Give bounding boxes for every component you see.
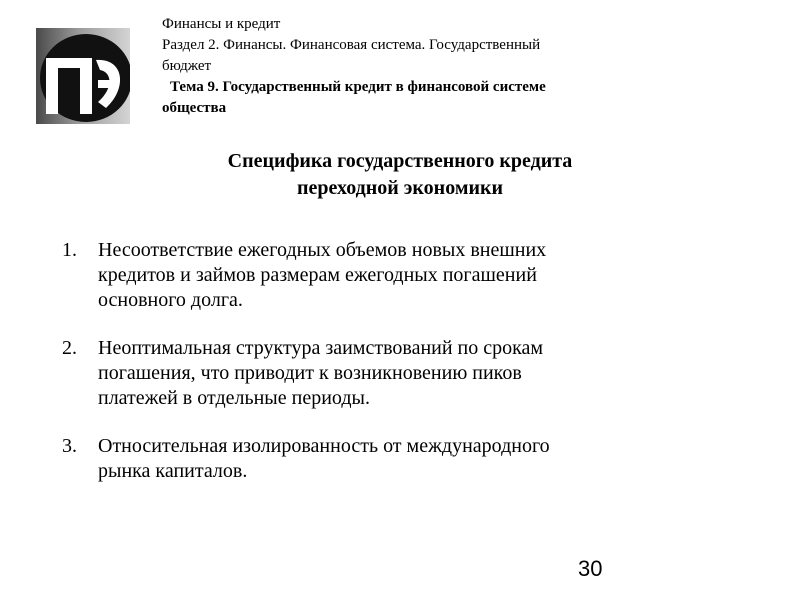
slide-title-line2: переходной экономики [296, 177, 504, 199]
topic-name-line1: Тема 9. Государственный кредит в финансовой системе [170, 79, 546, 95]
topic-name-line2: общества [162, 100, 227, 116]
list-item-number: 1. [62, 239, 77, 261]
list-item-text-line: Несоответствие ежегодных объемов новых внешних [98, 239, 547, 261]
list-item [60, 434, 740, 484]
pg-logo-icon [36, 28, 130, 124]
course-name: Финансы и кредит [162, 16, 281, 32]
numbered-list [60, 238, 740, 507]
slide-title [100, 148, 700, 202]
slide-header [162, 14, 762, 119]
list-item-text-line: основного долга. [98, 289, 243, 311]
slide-title-line1: Специфика государственного кредита [227, 150, 573, 172]
list-item-text-line: кредитов и займов размерам ежегодных погашений [98, 264, 537, 286]
list-item-text-line: Неоптимальная структура заимствований по срокам [98, 337, 544, 359]
list-item [60, 336, 740, 411]
list-item-text-line: погашения, что приводит к возникновению пиков [98, 362, 522, 384]
section-name-line1: Раздел 2. Финансы. Финансовая система. Государственный [162, 37, 541, 53]
list-item [60, 238, 740, 313]
list-item-text-line: рынка капиталов. [98, 460, 248, 482]
list-item-number: 2. [62, 337, 77, 359]
list-item-text-line: Относительная изолированность от международного [98, 435, 550, 457]
list-item-number: 3. [62, 435, 77, 457]
page-number: 30 [578, 556, 603, 581]
section-name-line2: бюджет [162, 58, 212, 74]
list-item-text-line: платежей в отдельные периоды. [98, 387, 370, 409]
